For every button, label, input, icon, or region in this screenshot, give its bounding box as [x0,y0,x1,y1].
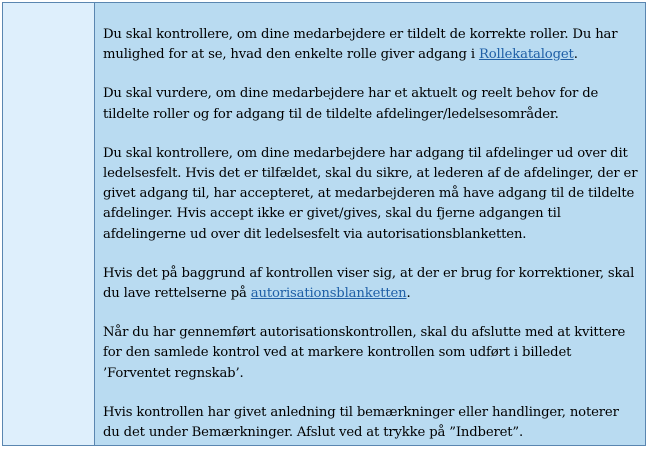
autorisationsblanketten-link[interactable]: autorisationsblanketten [250,286,407,302]
instruction-cell [95,3,645,445]
paragraph-corrections: Hvis det på baggrund af kontrollen viser sig, at der er brug for korrektioner, skal du lave rettelserne på autorisationsblanketten. [103,265,635,302]
rollekataloget-link[interactable]: Rollekataloget [478,47,574,63]
left-cell [3,3,95,445]
paragraph-assess-need: Du skal vurdere, om dine medarbejdere har et aktuelt og reelt behov for de tildelte roller og for adgang til de tildelte afdelinger/ledelsesområder. [103,86,599,122]
instruction-table [2,2,646,446]
paragraph-roles: Du skal kontrollere, om dine medarbejdere er tildelt de korrekte roller. Du har mulighed for at se, hvad den enkelte rolle giver adgang i Rollekataloget. [103,27,618,63]
paragraph-remarks: Hvis kontrollen har givet anledning til bemærkninger eller handlinger, noterer du det under Bemærkninger. Afslut ved at trykke på ”Indberet”. [103,404,619,441]
paragraph-departments: Du skal kontrollere, om dine medarbejdere har adgang til afdelinger ud over dit ledelsesfelt. Hvis det er tilfældet, skal du sikre, at lederen af de afdelinger, der er givet adgang til, har accepteret, at medarbejderen må have adgang til de tildelte afdelinger. Hvis accept ikke er givet/gives, skal du fjerne adgangen til afdelingerne ud over dit ledelsesfelt via autorisationsblanketten. [103,145,638,242]
paragraph-completion: Når du har gennemført autorisationskontrollen, skal du afslutte med at kvittere for den samlede kontrol ved at markere kontrollen som udført i billedet ’Forventet regnskab’. [103,325,626,381]
